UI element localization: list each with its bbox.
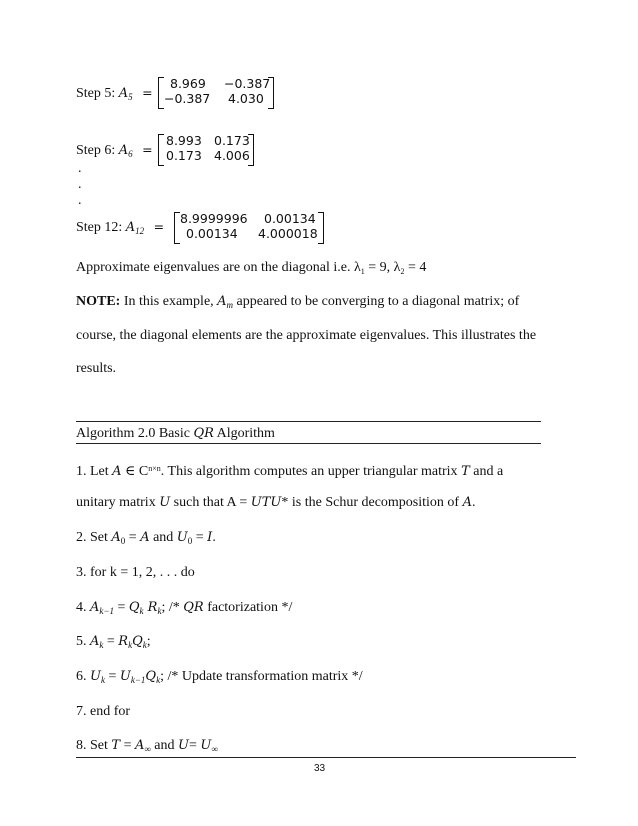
algorithm-step-7: 7. end for — [76, 704, 131, 719]
algorithm-step-5: 5. $A_k = R_kQ_k$; — [76, 634, 151, 650]
algorithm-step-1-cont: unitary matrix U such that A = UTU* is the Schur decomposition of A. — [76, 495, 476, 510]
note-line-1: NOTE: In this example, $A_m$ appeared to be converging to a diagonal matrix; of — [76, 294, 520, 310]
algorithm-title-rule — [76, 443, 541, 444]
algorithm-step-6: 6. $U_k = U_{k-1}Q_k$; /* Update transformation matrix */ — [76, 669, 363, 685]
page-number: 33 — [314, 763, 326, 774]
algorithm-top-rule — [76, 421, 541, 422]
ellipsis-dot: . — [78, 161, 82, 176]
algorithm-step-3: 3. for k = 1, 2, . . . do — [76, 565, 195, 580]
footer-rule — [76, 757, 576, 758]
ellipsis-dot: . — [78, 177, 82, 192]
algorithm-title: Algorithm 2.0 Basic QR Algorithm — [76, 426, 275, 441]
step12-line: Step 12: $A_{12}$ = — [76, 219, 165, 236]
algorithm-step-2: 2. Set $A_0 = A$ and $U_0 = I$. — [76, 530, 216, 546]
ellipsis-dot: . — [78, 193, 82, 208]
note-line-3: results. — [76, 361, 117, 376]
matrix-a5: 8.969 −0.387 −0.387 4.030 — [158, 77, 274, 107]
note-line-2: course, the diagonal elements are the approximate eigenvalues. This illustrates the — [76, 328, 537, 343]
step6-line: Step 6: $A_6$ = — [76, 142, 153, 159]
algorithm-step-8: 8. Set $T = A_\infty$ and $U= U_\infty$ — [76, 738, 218, 754]
step5-line: Step 5: $A_5$ = — [76, 85, 153, 102]
algorithm-step-4: 4. $A_{k-1} = Q_k$ $R_k$; /* QR factorization */ — [76, 600, 293, 616]
algorithm-step-1: 1. Let A ∈ $C^{n\times n}$. This algorithm computes an upper triangular matrix T and a — [76, 464, 504, 479]
matrix-a12: 8.9999996 0.00134 0.00134 4.000018 — [174, 212, 324, 242]
matrix-a6: 8.993 0.173 0.173 4.006 — [158, 134, 254, 164]
eigenvalues-line: Approximate eigenvalues are on the diagonal i.e. $\lambda_1 = 9$, $\lambda_2 = 4$ — [76, 260, 427, 276]
